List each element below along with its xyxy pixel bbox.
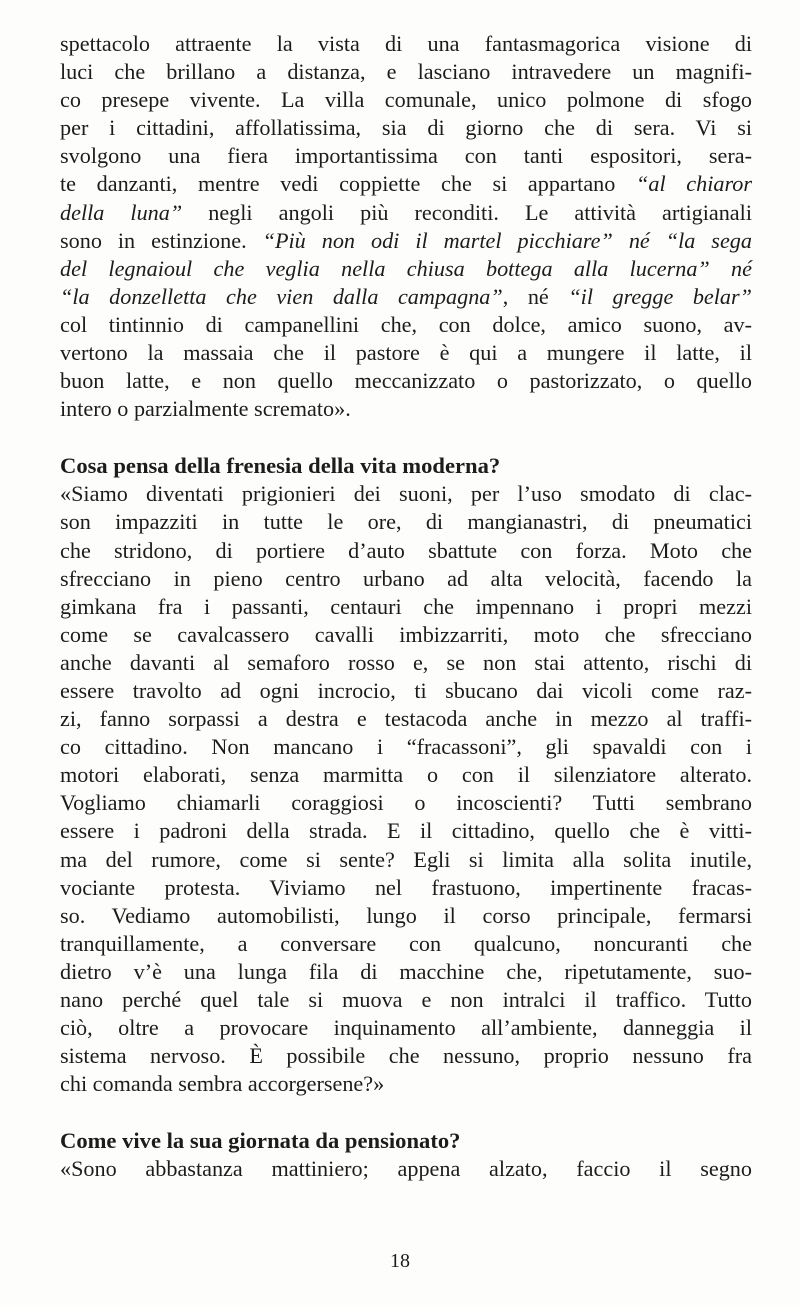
text-line: svolgono una fiera importantissima con tanti espositori, sera- (60, 143, 752, 169)
text-line: zi, fanno sorpassi a destra e testacoda anche in mezzo al traffi- (60, 706, 752, 732)
text-line: per i cittadini, affollatissima, sia di giorno che di sera. Vi si (60, 115, 752, 141)
text-line: gimkana fra i passanti, centauri che impennano i propri mezzi (60, 593, 752, 619)
text-line: vociante protesta. Viviamo nel frastuono, impertinente fracas- (60, 874, 752, 900)
quoted-italic-text: “Più non odi il martel picchiare” né “la sega (262, 227, 752, 253)
text-line: essere travolto ad ogni incrocio, ti sbucano dai vicoli come raz- (60, 677, 752, 703)
text-line: «Sono abbastanza mattiniero; appena alzato, faccio il segno (60, 1156, 752, 1182)
text-line: ciò, oltre a provocare inquinamento all’ambiente, danneggia il (60, 1015, 752, 1041)
text-line: buon latte, e non quello meccanizzato o pastorizzato, o quello (60, 368, 752, 394)
text-line: so. Vediamo automobilisti, lungo il corso principale, fermarsi (60, 902, 752, 928)
text-line: dietro v’è una lunga fila di macchine che, ripetutamente, suo- (60, 958, 752, 984)
text-line: sistema nervoso. È possibile che nessuno, proprio nessuno fra (60, 1043, 752, 1069)
text-line: te danzanti, mentre vedi coppiette che si appartano “al chiaror (60, 171, 752, 197)
text-line: vertono la massaia che il pastore è qui a mungere il latte, il (60, 340, 752, 366)
quoted-italic-text: “la donzelletta che vien dalla campagna” (60, 283, 503, 309)
text-line: spettacolo attraente la vista di una fantasmagorica visione di (60, 31, 752, 56)
quoted-italic-text: “il gregge belar” (568, 283, 753, 309)
page-number: 18 (390, 1250, 410, 1272)
heading-retirement: Come vive la sua giornata da pensionato? (60, 1128, 461, 1154)
quoted-italic-text: “al chiaror (636, 171, 752, 197)
text-line: che stridono, di portiere d’auto sbattute con forza. Moto che (60, 537, 752, 563)
text-line: essere i padroni della strada. E il cittadino, quello che è vitti- (60, 818, 752, 844)
paragraph-villa (60, 30, 752, 423)
text-line: come se cavalcassero cavalli imbizzarriti, moto che sfrecciano (60, 621, 752, 647)
text-line: motori elaborati, senza marmitta o con il silenziatore alterato. (60, 762, 752, 788)
text-line (60, 255, 752, 283)
text-line: son impazziti in tutte le ore, di mangianastri, di pneumatici (60, 509, 752, 535)
text-line: tranquillamente, a conversare con qualcuno, noncuranti che (60, 930, 752, 956)
text-line: luci che brillano a distanza, e lasciano intravedere un magnifi- (60, 59, 752, 85)
quoted-italic-text: della luna” (60, 199, 183, 225)
text-line: chi comanda sembra accorgersene?» (60, 1071, 385, 1097)
quoted-italic-text: del legnaioul che veglia nella chiusa bottega alla lucerna” né (60, 255, 752, 281)
text-line: sono in estinzione. “Più non odi il martel picchiare” né “la sega (60, 227, 752, 253)
text-line: co cittadino. Non mancano i “fracassoni”, gli spavaldi con i (60, 734, 752, 760)
paragraph-noise (60, 480, 752, 1098)
heading-modern-life: Cosa pensa della frenesia della vita moderna? (60, 453, 501, 479)
text-line: ma del rumore, come si sente? Egli si limita alla solita inutile, (60, 846, 752, 872)
text-line: della luna” negli angoli più reconditi. Le attività artigianali (60, 199, 752, 225)
paragraph-retirement (60, 1155, 752, 1183)
text-line: «Siamo diventati prigionieri dei suoni, per l’uso smodato di clac- (60, 481, 752, 507)
text-line: col tintinnio di campanellini che, con dolce, amico suono, av- (60, 311, 752, 337)
text-line: “la donzelletta che vien dalla campagna”, né “il gregge belar” (60, 283, 753, 309)
text-line: sfrecciano in pieno centro urbano ad alta velocità, facendo la (60, 565, 752, 591)
text-line: anche davanti al semaforo rosso e, se non stai attento, rischi di (60, 649, 752, 675)
text-line: intero o parzialmente scremato». (60, 396, 351, 422)
text-line: co presepe vivente. La villa comunale, unico polmone di sfogo (60, 87, 752, 113)
text-line: nano perché quel tale si muova e non intralci il traffico. Tutto (60, 987, 752, 1012)
text-line: Vogliamo chiamarli coraggiosi o incoscienti? Tutti sembrano (60, 790, 752, 816)
